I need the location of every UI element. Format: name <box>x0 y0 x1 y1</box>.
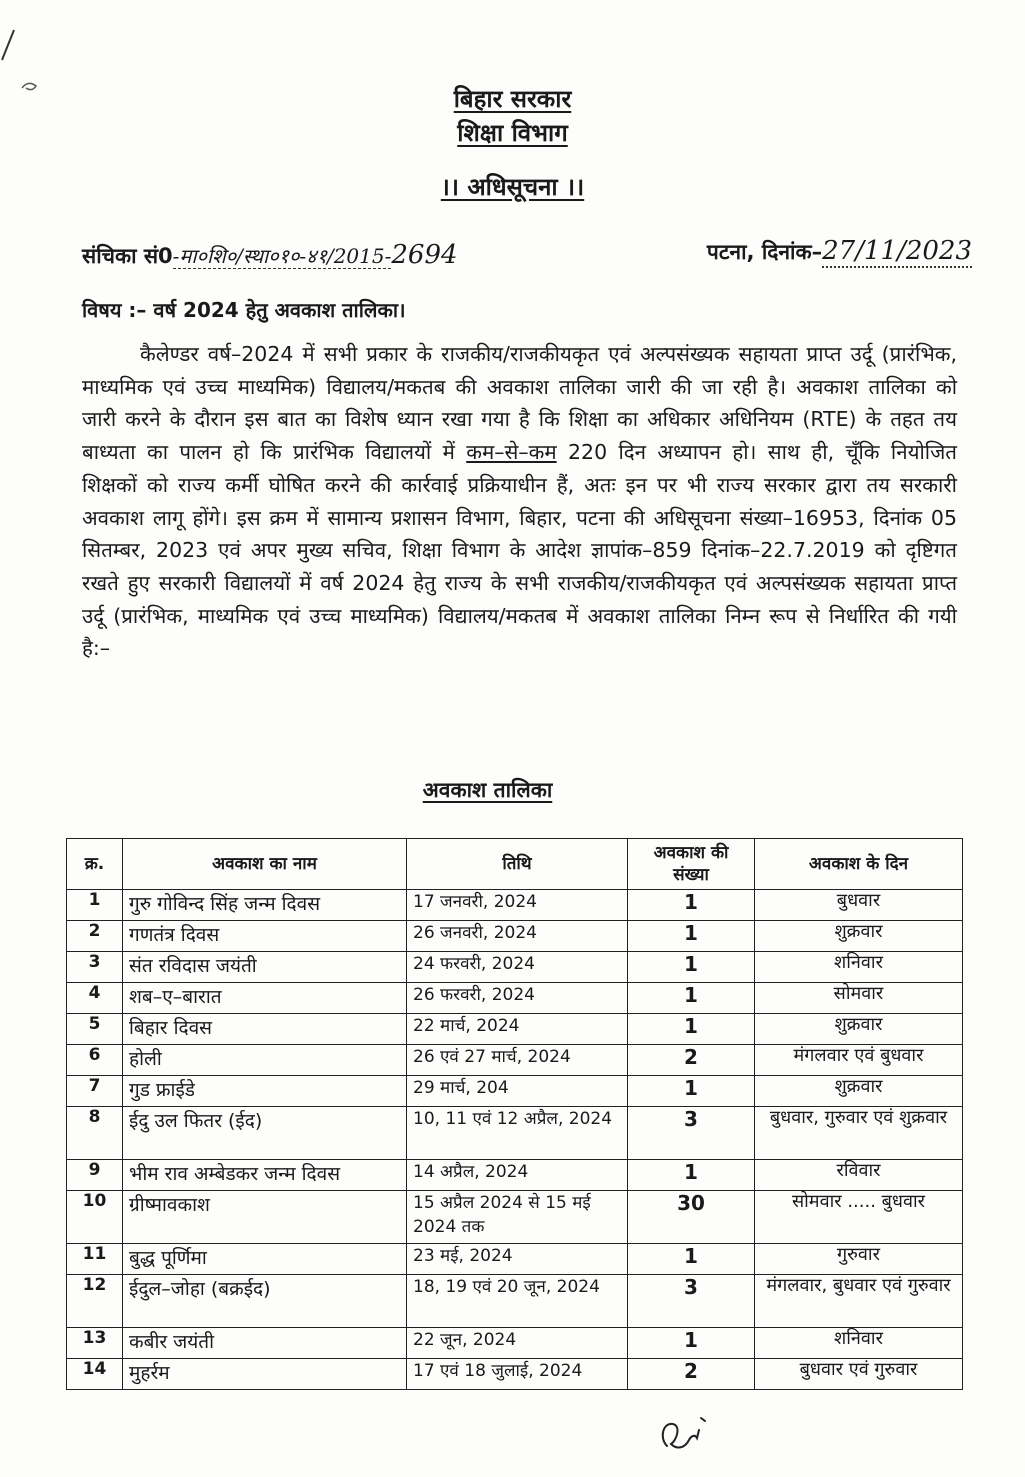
cell-count: 1 <box>628 1328 755 1359</box>
header-date: तिथि <box>407 839 628 890</box>
letter-date: 27/11/2023 <box>822 236 972 266</box>
cell-days: मंगलवार, बुधवार एवं गुरुवार <box>755 1275 963 1328</box>
header-name: अवकाश का नाम <box>123 839 407 890</box>
cell-sn: 3 <box>67 952 123 983</box>
cell-days: शुक्रवार <box>755 1014 963 1045</box>
subject-line: विषय :– वर्ष 2024 हेतु अवकाश तालिका। <box>82 298 406 322</box>
place-date <box>707 236 972 266</box>
cell-count: 1 <box>628 952 755 983</box>
cell-days: बुधवार एवं गुरुवार <box>755 1359 963 1390</box>
cell-name: ईदु उल फितर (ईद) <box>123 1107 407 1160</box>
cell-sn: 14 <box>67 1359 123 1390</box>
cell-name: ईदुल–जोहा (बक्रईद) <box>123 1275 407 1328</box>
cell-sn: 4 <box>67 983 123 1014</box>
cell-sn: 2 <box>67 921 123 952</box>
cell-date: 17 एवं 18 जुलाई, 2024 <box>407 1359 628 1390</box>
place-date-label: पटना, दिनांक– <box>706 240 823 264</box>
table-row <box>67 1244 963 1275</box>
cell-name: होली <box>123 1045 407 1076</box>
cell-count: 30 <box>628 1191 755 1244</box>
cell-date: 23 मई, 2024 <box>407 1244 628 1275</box>
cell-name: बुद्ध पूर्णिमा <box>123 1244 407 1275</box>
cell-days: बुधवार <box>755 890 963 921</box>
table-row <box>67 1328 963 1359</box>
cell-days: शुक्रवार <box>755 921 963 952</box>
cell-count: 2 <box>628 1359 755 1390</box>
table-row <box>67 1107 963 1160</box>
table-row <box>67 890 963 921</box>
table-row <box>67 1160 963 1191</box>
cell-days: रविवार <box>755 1160 963 1191</box>
body-part-2: 220 दिन अध्यापन हो। साथ ही, चूँकि नियोजित शिक्षकों को राज्य कर्मी घोषित करने की कार्रवाई प्रक्रियाधीन हैं, अतः इन पर भी राज्य सरकार द्वारा तय सरकारी अवकाश लागू होंगे। इस क्रम में सामान्य प्रशासन विभाग, बिहार, पटना की अधिसूचना संख्या–16953, दिनांक 05 सितम्बर, 2023 एवं अपर मुख्य सचिव, शिक्षा विभाग के आदेश ज्ञापांक–859 दिनांक–22.7.2019 को दृष्टिगत रखते हुए सरकारी विद्यालयों में वर्ष 2024 हेतु राज्य के सभी राजकीय/राजकीयकृत एवं अल्पसंख्यक सहायता प्राप्त उर्दू (प्रारंभिक, माध्यमिक एवं उच्च माध्यमिक) विद्यालय/मकतब में अवकाश तालिका निम्न रूप से निर्धारित की गयी है:– <box>82 440 957 661</box>
reference-line <box>82 236 972 276</box>
cell-count: 1 <box>628 983 755 1014</box>
file-reference <box>82 240 458 270</box>
cell-days: शुक्रवार <box>755 1076 963 1107</box>
cell-sn: 1 <box>67 890 123 921</box>
cell-date: 26 फरवरी, 2024 <box>407 983 628 1014</box>
signature-icon <box>655 1410 715 1460</box>
cell-name: बिहार दिवस <box>123 1014 407 1045</box>
cell-name: शब–ए–बारात <box>123 983 407 1014</box>
cell-days: मंगलवार एवं बुधवार <box>755 1045 963 1076</box>
header-days: अवकाश के दिन <box>755 839 963 890</box>
cell-count: 1 <box>628 1076 755 1107</box>
cell-count: 3 <box>628 1275 755 1328</box>
cell-days: शनिवार <box>755 1328 963 1359</box>
cell-date: 22 जून, 2024 <box>407 1328 628 1359</box>
cell-date: 26 एवं 27 मार्च, 2024 <box>407 1045 628 1076</box>
cell-sn: 10 <box>67 1191 123 1244</box>
table-row <box>67 1076 963 1107</box>
cell-sn: 12 <box>67 1275 123 1328</box>
govt-name: बिहार सरकार <box>453 85 572 113</box>
cell-sn: 7 <box>67 1076 123 1107</box>
cell-name: मुहर्रम <box>123 1359 407 1390</box>
cell-days: गुरुवार <box>755 1244 963 1275</box>
cell-name: ग्रीष्मावकाश <box>123 1191 407 1244</box>
cell-count: 1 <box>628 921 755 952</box>
table-title: अवकाश तालिका <box>422 778 553 802</box>
cell-days: बुधवार, गुरुवार एवं शुक्रवार <box>755 1107 963 1160</box>
cell-name: गुरु गोविन्द सिंह जन्म दिवस <box>123 890 407 921</box>
cell-sn: 11 <box>67 1244 123 1275</box>
table-row <box>67 952 963 983</box>
table-header-row <box>67 839 963 890</box>
holiday-table <box>66 838 963 1390</box>
cell-count: 1 <box>628 1160 755 1191</box>
cell-sn: 5 <box>67 1014 123 1045</box>
body-part-1: कैलेण्डर वर्ष–2024 में सभी प्रकार के राजकीय/राजकीयकृत एवं अल्पसंख्यक सहायता प्राप्त उर्दू (प्रारंभिक, माध्यमिक एवं उच्च माध्यमिक) विद्यालय/मकतब की अवकाश तालिका जारी की जा रही है। अवकाश तालिका को जारी करने के दौरान इस बात का विशेष ध्यान रखा गया है कि शिक्षा का अधिकार अधिनियम (RTE) के तहत तय बाध्यता का पालन हो कि प्रारंभिक विद्यालयों में <box>82 342 957 465</box>
cell-count: 1 <box>628 1014 755 1045</box>
file-prefix: संचिका सं0 <box>82 244 173 268</box>
cell-name: संत रविदास जयंती <box>123 952 407 983</box>
cell-date: 22 मार्च, 2024 <box>407 1014 628 1045</box>
cell-name: गणतंत्र दिवस <box>123 921 407 952</box>
letter-number: 2694 <box>391 240 458 270</box>
cell-date: 17 जनवरी, 2024 <box>407 890 628 921</box>
cell-days: सोमवार <box>755 983 963 1014</box>
body-underlined: कम–से–कम <box>466 440 557 465</box>
cell-count: 1 <box>628 890 755 921</box>
cell-count: 1 <box>628 1244 755 1275</box>
cell-count: 2 <box>628 1045 755 1076</box>
cell-date: 24 फरवरी, 2024 <box>407 952 628 983</box>
cell-sn: 9 <box>67 1160 123 1191</box>
cell-count: 3 <box>628 1107 755 1160</box>
letterhead <box>0 82 1025 150</box>
body-paragraph <box>82 338 957 665</box>
notice-heading: ।। अधिसूचना ।। <box>440 173 585 201</box>
header-sn: क्र. <box>67 839 123 890</box>
cell-date: 18, 19 एवं 20 जून, 2024 <box>407 1275 628 1328</box>
table-row <box>67 921 963 952</box>
table-row <box>67 1045 963 1076</box>
cell-sn: 13 <box>67 1328 123 1359</box>
cell-date: 10, 11 एवं 12 अप्रैल, 2024 <box>407 1107 628 1160</box>
department-name: शिक्षा विभाग <box>457 119 568 147</box>
file-number: -मा०शि०/स्था०१०-४१/2015- <box>172 244 392 268</box>
cell-date: 15 अप्रैल 2024 से 15 मई 2024 तक <box>407 1191 628 1244</box>
cell-sn: 8 <box>67 1107 123 1160</box>
cell-days: शनिवार <box>755 952 963 983</box>
cell-name: गुड फ्राईडे <box>123 1076 407 1107</box>
header-count: अवकाश की संख्या <box>628 839 755 890</box>
table-row <box>67 1359 963 1390</box>
cell-name: कबीर जयंती <box>123 1328 407 1359</box>
cell-date: 26 जनवरी, 2024 <box>407 921 628 952</box>
cell-sn: 6 <box>67 1045 123 1076</box>
table-row <box>67 1014 963 1045</box>
cell-name: भीम राव अम्बेडकर जन्म दिवस <box>123 1160 407 1191</box>
cell-date: 14 अप्रैल, 2024 <box>407 1160 628 1191</box>
table-row <box>67 1191 963 1244</box>
table-row <box>67 983 963 1014</box>
cell-date: 29 मार्च, 204 <box>407 1076 628 1107</box>
table-row <box>67 1275 963 1328</box>
cell-days: सोमवार ..... बुधवार <box>755 1191 963 1244</box>
